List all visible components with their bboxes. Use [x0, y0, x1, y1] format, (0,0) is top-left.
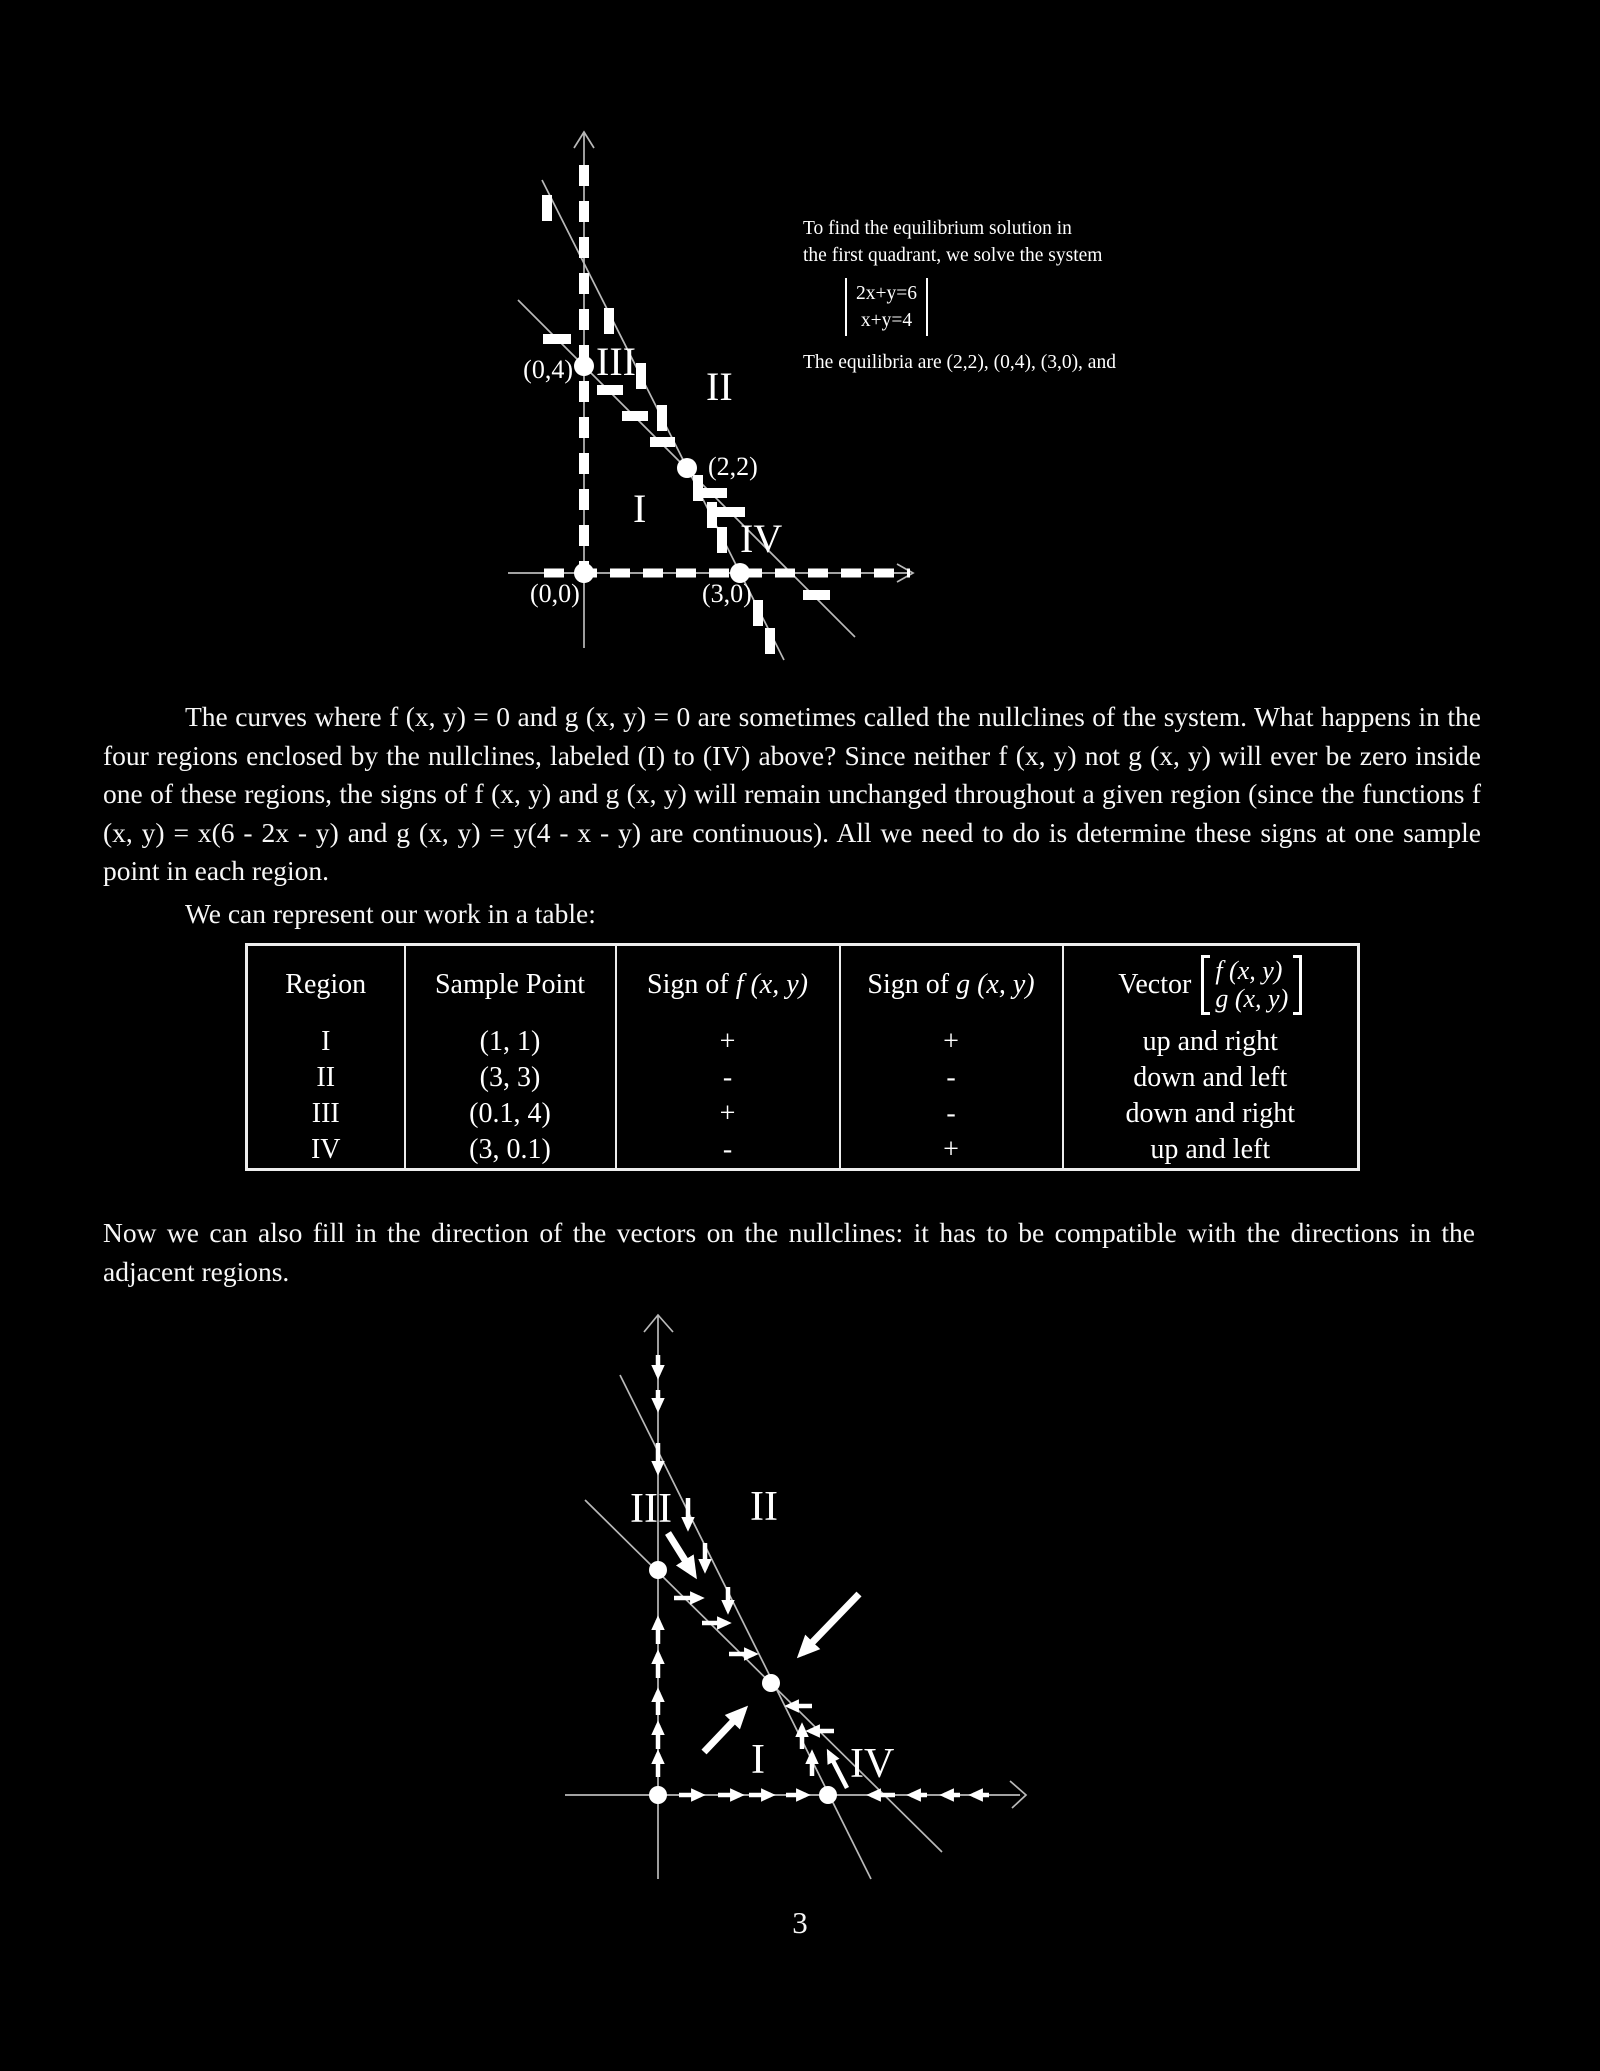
vector-label: Vector: [1118, 968, 1192, 1000]
page-number: 3: [792, 1905, 808, 1940]
cell-sample-point: (0.1, 4): [405, 1096, 616, 1132]
equilibria-list: The equilibria are (2,2), (0,4), (3,0), and: [803, 352, 1116, 373]
cell-sign-f: +: [616, 1096, 840, 1132]
region-label-I: I: [633, 486, 647, 531]
equilibrium-note: [803, 215, 1116, 376]
table-row: [247, 1024, 1359, 1060]
table-row: [247, 1096, 1359, 1132]
cell-vector: up and right: [1063, 1024, 1359, 1060]
nullcline-vector-arrows: [658, 1355, 989, 1795]
sign-f-prefix: Sign of: [647, 968, 729, 1000]
system-equation-1: 2x+y=6: [856, 283, 917, 304]
cell-region: II: [247, 1060, 405, 1096]
region-label-IV: IV: [740, 516, 783, 561]
sign-g-math: g (x, y): [956, 968, 1035, 1000]
cell-region: I: [247, 1024, 405, 1060]
system-equation-2: x+y=4: [860, 310, 913, 331]
cell-sign-f: -: [616, 1060, 840, 1096]
note-line-2: the first quadrant, we solve the system: [803, 245, 1103, 266]
region-label-II: II: [706, 364, 733, 409]
point-label-00: (0,0): [530, 579, 580, 608]
col-header-sample-point: Sample Point: [405, 945, 616, 1024]
equilibrium-dot-00: [649, 1786, 667, 1804]
cell-sign-f: -: [616, 1132, 840, 1170]
region-label-II: II: [750, 1484, 778, 1530]
equilibrium-dot-22: [677, 458, 697, 478]
vector-field-figure: [540, 1295, 1050, 1915]
table-row: [247, 1132, 1359, 1170]
cell-region: III: [247, 1096, 405, 1132]
cell-sample-point: (3, 3): [405, 1060, 616, 1096]
cell-vector: down and right: [1063, 1096, 1359, 1132]
region-I-arrow-icon: [704, 1711, 743, 1752]
cell-sign-g: -: [840, 1096, 1063, 1132]
matrix-bottom-entry: g (x, y): [1215, 983, 1289, 1013]
paragraph-table-intro: We can represent our work in a table:: [185, 898, 596, 929]
sign-f-math: f (x, y): [735, 968, 808, 1000]
paragraph-directions: Now we can also fill in the direction of the vectors on the nullclines: it has to be compatible with the directions in the adjacent regions.: [103, 1217, 1475, 1287]
region-label-I: I: [751, 1737, 765, 1783]
table-row: [247, 1060, 1359, 1096]
matrix-top-entry: f (x, y): [1215, 955, 1283, 985]
point-label-30: (3,0): [702, 579, 752, 608]
region-II-arrow-icon: [802, 1594, 859, 1653]
region-label-III: III: [596, 339, 636, 384]
region-vector-arrows: [668, 1533, 859, 1752]
sign-table: [245, 943, 1360, 1171]
point-label-04: (0,4): [523, 355, 573, 384]
paragraph-nullclines: The curves where f (x, y) = 0 and g (x, y) = 0 are sometimes called the nullclines of the system. What happens in the four regions enclosed by the nullclines, labeled (I) to (IV) above? Since neither f (x, y) not g (x, y) will ever be zero inside one of these regions, the signs of f (x, y) and g (x, y) will remain unchanged throughout a given region (since the functions f (x, y) = x(6 - 2x - y) and g (x, y) = y(4 - x - y) are continuous). All we need to do is determine these signs at one sample point in each region.: [103, 701, 1481, 887]
vector-matrix: [1201, 955, 1302, 1015]
nullclines-figure: [470, 90, 930, 690]
cell-sign-f: +: [616, 1024, 840, 1060]
point-label-22: (2,2): [708, 452, 758, 481]
cell-region: IV: [247, 1132, 405, 1170]
table-header-row: [247, 945, 1359, 1024]
region-label-IV: IV: [850, 1741, 895, 1787]
cell-sign-g: +: [840, 1024, 1063, 1060]
col-header-vector: [1063, 945, 1359, 1024]
cell-sign-g: -: [840, 1060, 1063, 1096]
matrix-left-bracket-icon: [1201, 955, 1210, 1015]
equation-system: [845, 278, 928, 336]
cell-vector: down and left: [1063, 1060, 1359, 1096]
col-header-sign-g: [840, 945, 1063, 1024]
note-line-1: To find the equilibrium solution in: [803, 218, 1072, 239]
equilibrium-dot-30: [819, 1786, 837, 1804]
equilibrium-dot-22: [762, 1674, 780, 1692]
matrix-right-bracket-icon: [1293, 955, 1302, 1015]
col-header-sign-f: [616, 945, 840, 1024]
nullcline-shallow-line: [585, 1500, 942, 1852]
cell-sample-point: (3, 0.1): [405, 1132, 616, 1170]
region-III-arrow-icon: [668, 1533, 693, 1573]
cell-sample-point: (1, 1): [405, 1024, 616, 1060]
cell-sign-g: +: [840, 1132, 1063, 1170]
equilibrium-dot-04: [649, 1561, 667, 1579]
region-label-III: III: [630, 1486, 672, 1532]
col-header-region: Region: [247, 945, 405, 1024]
cell-vector: up and left: [1063, 1132, 1359, 1170]
equilibrium-dot-04: [574, 356, 594, 376]
sign-g-prefix: Sign of: [867, 968, 950, 1000]
